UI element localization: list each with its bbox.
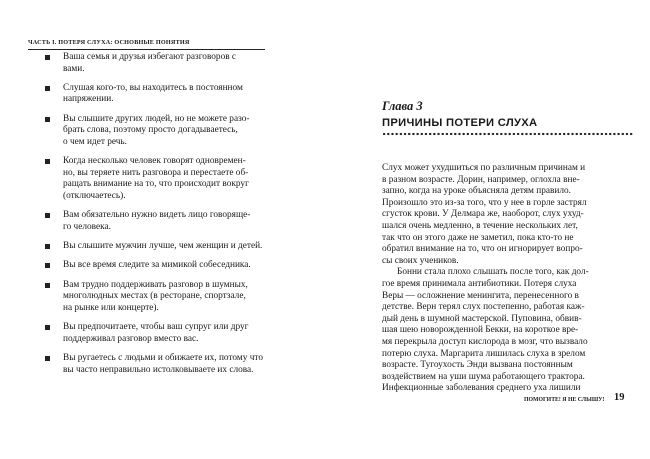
list-item [45,260,267,272]
list-item-text: Вы слышите других людей, но не можете разо- брать слова, поэтому просто догадываетесь, о чем идет речь. [63,113,250,147]
right-page [325,0,650,459]
paragraph: Бонни стала плохо слышать после того, как дол- гое время принимала антибиотики. Потеря слуха Веры — осложнение менингита, перенесенного в детстве. Верн терял слух постепенно, работая каж- дый день в шумной мастерской. Пуповина, обвив- шая шею новорожденной Бекки, на короткое вре- мя перекрыла доступ кислорода в мозг, что вызвало потерю слуха. Маргарита лишилась слуха в зрелом возрасте. Тугоухость Энди вызвана постоянным воздействием на уши шума работающего трактора. Инфекционные заболевания среднего уха лишили [382,267,589,394]
square-bullet-icon [45,117,50,122]
folio-title: ПОМОГИТЕ! Я НЕ СЛЫШУ! [524,397,605,403]
list-item-text: Вам трудно поддерживать разговор в шумных, многолюдных местах (в ресторане, спортзале, на рынке или концерте). [63,279,248,313]
chapter-title: ПРИЧИНЫ ПОТЕРИ СЛУХА [382,117,538,129]
list-item-text: Вы предпочитаете, чтобы ваш супруг или друг поддерживал разговор вместо вас. [63,322,249,344]
square-bullet-icon [45,86,50,91]
square-bullet-icon [45,159,50,164]
dotted-rule [382,132,634,136]
square-bullet-icon [45,213,50,218]
running-head-rule [28,49,265,50]
list-item [45,83,267,106]
square-bullet-icon [45,55,50,60]
square-bullet-icon [45,263,50,268]
list-item-text: Слушая кого-то, вы находитесь в постоянном напряжении. [63,82,243,105]
paragraph: Слух может ухудшиться по различным причинам и в разном возрасте. Дорин, например, оглохла вне- запно, когда на уроке объясняла детям правило. Произошло это из-за того, что у нее в горле застрял сгусток крови. У Делмара же, наоборот, слух ухуд- шался очень медленно, в течение нескольких лет, так что он этого даже не заметил, пока кто-то не обратил внимание на то, что он игнорирует вопро- сы своих учеников. [382,163,587,266]
running-head: ЧАСТЬ I. ПОТЕРЯ СЛУХА: ОСНОВНЫЕ ПОНЯТИЯ [28,39,190,46]
list-item [45,322,267,345]
list-item [45,114,267,149]
chapter-label: Глава 3 [382,99,423,113]
list-item [45,280,267,315]
square-bullet-icon [45,244,50,249]
list-item-text: Ваша семья и друзья избегают разговоров с вами. [63,52,237,74]
list-item-text: Вам обязательно нужно видеть лицо говоряще- го человека. [63,210,251,232]
list-item [45,156,267,202]
list-item-text: Когда несколько человек говорят одновремен- но, вы теряете нить разговора и перестаете об- ращать внимание на то, что происходит вокруг (отключаетесь). [63,156,249,201]
bullet-list [45,52,267,384]
list-item-text: Вы все время следите за мимикой собеседника. [63,260,251,271]
chapter-body [382,163,634,395]
square-bullet-icon [45,325,50,330]
list-item-text: Вы ругаетесь с людьми и обижаете их, потому что вы часто неправильно истолковываете их слова. [63,353,263,375]
list-item [45,52,267,75]
page-number: 19 [614,392,625,403]
list-item [45,241,267,253]
list-item [45,210,267,233]
list-item-text: Вы слышите мужчин лучше, чем женщин и детей. [63,241,263,252]
square-bullet-icon [45,283,50,288]
square-bullet-icon [45,356,50,361]
list-item [45,353,267,376]
